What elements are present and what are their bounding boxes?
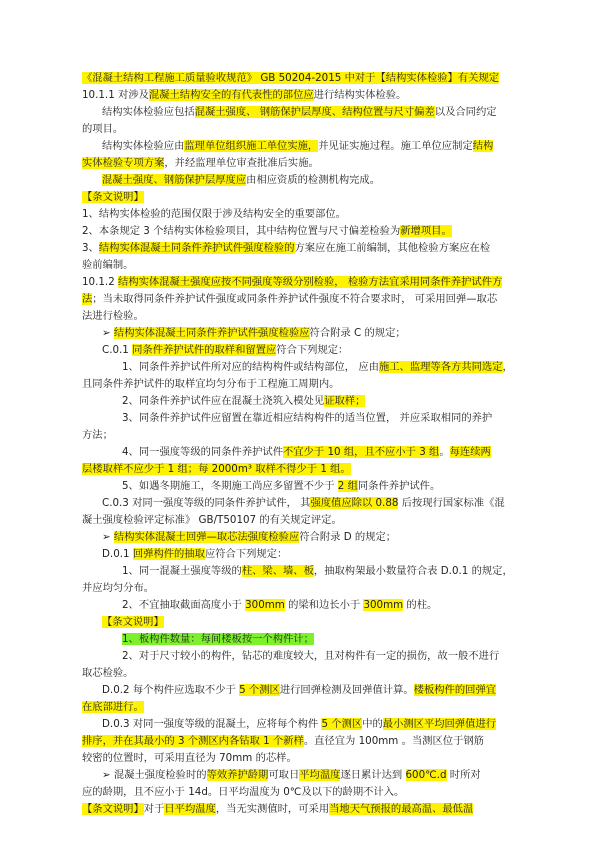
text-line <box>82 648 522 665</box>
text-line <box>82 563 522 580</box>
text-line <box>82 172 522 189</box>
text-line <box>82 716 522 733</box>
text-line <box>82 257 522 274</box>
highlighted-text: 柱、梁、墙、板 <box>241 565 314 577</box>
text-line <box>82 376 522 393</box>
text-line <box>82 682 522 699</box>
text-segment: 进行结构实体检验。 <box>313 89 407 101</box>
highlighted-text: 5 个测区 <box>239 684 280 696</box>
text-segment: ➢ 混凝土强度检验时的 <box>102 769 207 781</box>
highlighted-text: 在底部进行。 <box>82 701 144 713</box>
text-line <box>82 750 522 767</box>
text-line <box>82 495 522 512</box>
text-segment: 10.1.1 对涉及 <box>82 89 149 101</box>
text-line <box>82 240 522 257</box>
text-segment: 。 <box>439 446 450 458</box>
text-segment: 1、结构实体检验的范围仅限于涉及结构安全的重要部位。 <box>82 208 346 220</box>
highlighted-text: 【条文说明】 <box>82 803 144 815</box>
text-segment: 取芯检验。 <box>82 667 134 679</box>
text-line <box>82 699 522 716</box>
text-line <box>82 461 522 478</box>
text-segment: 同条件养护试件。 <box>357 480 441 492</box>
text-segment: 以及合同约定 <box>434 106 497 118</box>
highlighted-text: 日平均温度 <box>164 803 216 815</box>
highlighted-text: 回弹构件的抽取 <box>132 548 205 560</box>
text-segment: 3、 <box>82 242 99 254</box>
highlighted-text: 结构实体混凝土同条件养护试件强度检验的 <box>98 242 295 254</box>
text-segment: 1、同条件养护试件所对应的结构构件或结构部位， 应由 <box>122 361 379 373</box>
text-line <box>82 444 522 461</box>
highlighted-text: 300mm <box>363 599 404 611</box>
text-segment: ；当未取得同条件养护试件强度或同条件养护试件强度不符合要求时， 可采用回弹—取芯 <box>92 293 498 305</box>
text-segment: 方法； <box>82 429 113 441</box>
text-segment: 并见证实施过程。施工单位应制定 <box>318 140 473 152</box>
text-segment: 凝土强度检验评定标准》 GB/T50107 的有关规定评定。 <box>82 514 342 526</box>
highlighted-text: 300mm <box>245 599 285 611</box>
text-segment: 2、同条件养护试件应在混凝土浇筑入模处见 <box>122 395 325 407</box>
text-segment: 2、不宜抽取截面高度小于 <box>122 599 246 611</box>
text-segment: D.0.2 每个构件应选取不少于 <box>102 684 240 696</box>
text-line <box>82 512 522 529</box>
highlighted-text: 层楼取样不应少于 1 组； <box>82 463 199 475</box>
text-segment: 4、同一强度等级的同条件养护试件 <box>122 446 284 458</box>
highlighted-text: 混凝土强度、 钢筋保护层厚度、结构位置与尺寸偏差 <box>194 106 435 118</box>
green-highlighted-text: 1、板构件数量：每间楼板按一个构件计； <box>122 633 314 645</box>
text-line <box>82 631 522 648</box>
text-segment: 法进行检验。 <box>82 310 144 322</box>
text-segment: 3、同条件养护试件应留置在靠近相应结构构件的适当位置， 并应采取相同的养护 <box>122 412 493 424</box>
highlighted-text: 平均温度 <box>299 769 341 781</box>
text-line <box>82 733 522 750</box>
text-line <box>82 189 522 206</box>
text-segment: 符合附录 D 的规定； <box>299 531 397 543</box>
text-segment: 1、同一混凝土强度等级的 <box>122 565 242 577</box>
text-line <box>82 70 522 87</box>
text-line <box>82 155 522 172</box>
highlighted-text: 混凝土强度、钢筋保护层厚度应 <box>102 174 247 186</box>
highlighted-text: 结构实体混凝土强度应按不同强度等级分别检验， <box>118 276 345 288</box>
highlighted-text: 600℃.d <box>405 769 447 781</box>
highlighted-text: 等效养护龄期 <box>206 769 269 781</box>
highlighted-text: 结构实体混凝土同条件养护试件强度检验应 <box>113 327 310 339</box>
text-segment: ，并经监理单位审查批准后实施。 <box>164 157 319 169</box>
text-segment: 结构实体检验应由 <box>102 140 185 152</box>
text-line <box>82 597 522 614</box>
highlighted-text: 《混凝土结构工程施工质量验收规范》 GB 50204-2015 中对于【结构实体检验】有关规定 <box>82 72 500 84</box>
text-segment: 中的 <box>362 718 383 730</box>
highlighted-text: 不宜少于 10 组，且不应小于 3 组 <box>283 446 440 458</box>
highlighted-text: 实体检验专项方案 <box>82 157 165 169</box>
highlighted-text: 最小测区平均回弹值进行 <box>382 718 497 730</box>
text-segment: ，抽取构架最小数量符合表 D.0.1 的规定， <box>313 565 513 577</box>
text-line <box>82 665 522 682</box>
highlighted-text: 检验方法宜采用同条件养护试件方 <box>344 276 503 288</box>
text-segment: 的梁和边长小于 <box>284 599 364 611</box>
highlighted-text: 5 个测区 <box>321 718 363 730</box>
text-line <box>82 104 522 121</box>
text-segment: 应符合下列规定： <box>204 548 288 560</box>
text-line <box>82 580 522 597</box>
text-segment: 验前编制。 <box>82 259 134 271</box>
highlighted-text: 结构 <box>472 140 494 152</box>
text-line <box>82 427 522 444</box>
text-line <box>82 767 522 784</box>
text-segment: 符合下列规定： <box>276 344 349 356</box>
highlighted-text: 楼板构件的回弹宜 <box>413 684 497 696</box>
text-line <box>82 206 522 223</box>
highlighted-text: 法 <box>82 293 93 305</box>
highlighted-text: 每 2000m³ 取样不得少于 1 组。 <box>198 463 351 475</box>
text-line <box>82 614 522 631</box>
text-segment: 时所对 <box>446 769 481 781</box>
text-segment: C.0.1 <box>102 344 133 356</box>
text-segment: 的项目。 <box>82 123 124 135</box>
text-line <box>82 138 522 155</box>
highlighted-text: 【条文说明】 <box>102 616 164 628</box>
text-line <box>82 478 522 495</box>
text-line <box>82 546 522 563</box>
text-line <box>82 393 522 410</box>
highlighted-text: 强度值应除以 0.88 <box>310 497 399 509</box>
text-segment: 且同条件养护试件的取样宜均匀分布于工程施工周期内。 <box>82 378 340 390</box>
highlighted-text: 监理单位组织施工单位实施， <box>184 140 319 152</box>
text-line <box>82 359 522 376</box>
text-segment: 2、本条规定 3 个结构实体检验项目，其中结构位置与尺寸偏差检验为 <box>82 225 401 237</box>
text-segment: ➢ <box>102 531 114 543</box>
text-segment: 对于 <box>143 803 165 815</box>
text-line <box>82 291 522 308</box>
text-line <box>82 223 522 240</box>
text-segment: 后按现行国家标准《混 <box>398 497 505 509</box>
highlighted-text: 新增项目。 <box>400 225 452 237</box>
text-segment: 2、对于尺寸较小的构件，钻芯的难度较大，且对构件有一定的损伤，故一般不进行 <box>122 650 500 662</box>
text-line <box>82 308 522 325</box>
text-line <box>82 342 522 359</box>
text-segment: ，当无实测值时，可采用 <box>215 803 330 815</box>
highlighted-text: 2 组 <box>337 480 358 492</box>
text-segment: D.0.1 <box>102 548 133 560</box>
text-line <box>82 121 522 138</box>
text-segment: D.0.3 对同一强度等级的混凝土，应将每个构件 <box>102 718 322 730</box>
text-segment: 10.1.2 <box>82 276 119 288</box>
text-segment: 。直径宜为 100mm 。当测区位于钢筋 <box>303 735 484 747</box>
text-segment: 符合附录 C 的规定； <box>309 327 406 339</box>
text-line <box>82 87 522 104</box>
document-page <box>82 70 522 818</box>
text-segment: 较密的位置时，可采用直径为 70mm 的芯样。 <box>82 752 297 764</box>
highlighted-text: 施工、监理等各方共同选定 <box>378 361 503 373</box>
text-segment: 可取日 <box>268 769 300 781</box>
highlighted-text: 每连续两 <box>449 446 491 458</box>
highlighted-text: 证取样； <box>324 395 366 407</box>
text-segment: 进行回弹检测及回弹值计算。 <box>279 684 414 696</box>
highlighted-text: 当地天气预报的最高温、最低温 <box>329 803 474 815</box>
text-line <box>82 274 522 291</box>
highlighted-text: 同条件养护试件的取样和留置应 <box>132 344 277 356</box>
highlighted-text: 结构实体混凝土回弹—取芯法强度检验应 <box>113 531 300 543</box>
text-segment: 结构实体检验应包括 <box>102 106 195 118</box>
text-line <box>82 410 522 427</box>
text-segment: 逐日累计达到 <box>340 769 406 781</box>
text-segment: 的柱。 <box>403 599 438 611</box>
text-segment: ， <box>502 361 513 373</box>
text-segment: 方案应在施工前编制，其他检验方案应在检 <box>294 242 491 254</box>
text-segment: ➢ <box>102 327 114 339</box>
text-segment: 由相应资质的检测机构完成。 <box>246 174 381 186</box>
text-segment: 并应均匀分布。 <box>82 582 155 594</box>
text-segment: 应的龄期，且不应小于 14d。日平均温度为 0℃及以下的龄期不计入。 <box>82 786 405 798</box>
text-line <box>82 784 522 801</box>
text-line <box>82 325 522 342</box>
text-segment: C.0.3 对同一强度等级的同条件养护试件， 其 <box>102 497 311 509</box>
highlighted-text: 排序，并在其最小的 3 个测区内各钻取 1 个新样 <box>82 735 304 747</box>
highlighted-text: 混凝土结构安全的有代表性的部位应 <box>148 89 314 101</box>
text-segment: 5、如遇冬期施工，冬期施工尚应多留置不少于 <box>122 480 338 492</box>
highlighted-text: 【条文说明】 <box>82 191 144 203</box>
text-line <box>82 529 522 546</box>
text-line <box>82 801 522 818</box>
